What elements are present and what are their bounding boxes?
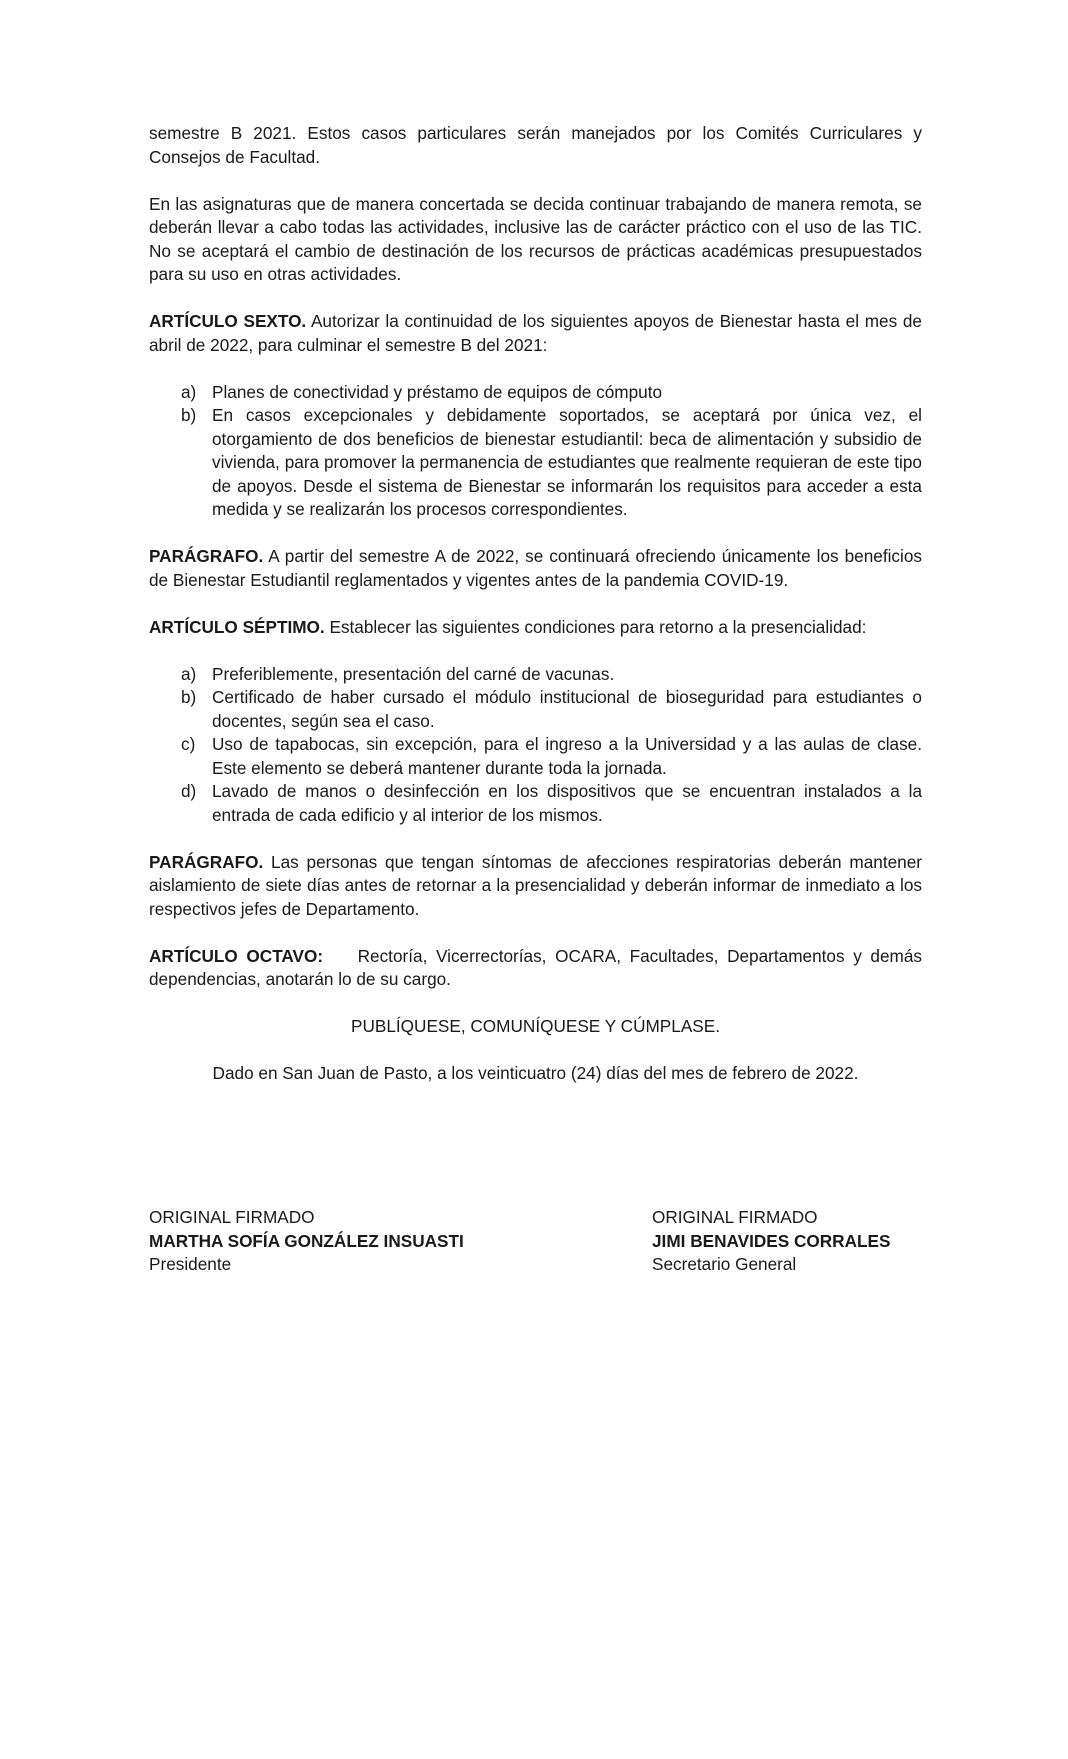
articulo-sexto-heading: ARTÍCULO SEXTO. xyxy=(149,311,307,331)
articulo-septimo xyxy=(149,616,922,640)
dado-en-line: Dado en San Juan de Pasto, a los veinticuatro (24) días del mes de febrero de 2022. xyxy=(212,1063,859,1083)
articulo-septimo-list xyxy=(149,663,922,828)
articulo-octavo xyxy=(149,945,927,992)
paragraph-asignaturas-remotas: En las asignaturas que de manera concertada se decida continuar trabajando de manera remota, se deberán llevar a cabo todas las actividades, inclusive las de carácter práctico con el uso de las TIC. No se aceptará el cambio de destinación de los recursos de prácticas académicas presupuestados para su uso en otras actividades. xyxy=(149,193,922,284)
list-marker: c) xyxy=(181,734,196,754)
paragrafo-heading: PARÁGRAFO. xyxy=(149,546,264,566)
signatory-role: Presidente xyxy=(149,1254,232,1274)
paragrafo-sintomas xyxy=(149,851,922,922)
list-item xyxy=(149,780,922,827)
list-marker: d) xyxy=(181,781,197,801)
list-item-text: Uso de tapabocas, sin excepción, para el ingreso a la Universidad y a las aulas de clase. Este elemento se deberá mantener durante toda la jornada. xyxy=(212,734,922,778)
articulo-sexto xyxy=(149,310,922,357)
signature-right xyxy=(652,1206,890,1277)
signature-status: ORIGINAL FIRMADO xyxy=(149,1207,315,1227)
publiquese-line: PUBLÍQUESE, COMUNÍQUESE Y CÚMPLASE. xyxy=(351,1016,720,1036)
document-body xyxy=(149,122,927,1109)
list-item xyxy=(149,663,922,687)
signatory-name: JIMI BENAVIDES CORRALES xyxy=(652,1230,891,1251)
list-marker: a) xyxy=(181,663,197,684)
list-item xyxy=(149,381,922,405)
signature-left xyxy=(149,1206,464,1277)
list-item-text: Planes de conectividad y préstamo de equipos de cómputo xyxy=(212,381,663,402)
list-item-text: Preferiblemente, presentación del carné de vacunas. xyxy=(212,663,615,684)
list-marker: b) xyxy=(181,405,197,425)
list-item-text: En casos excepcionales y debidamente soportados, se aceptará por única vez, el otorgamiento de dos beneficios de bienestar estudiantil: beca de alimentación y subsidio de vivienda, para promover la permanencia de estudiantes que realmente requieran de este tipo de apoyos. Desde el sistema de Bienestar se informarán los requisitos para acceder a esta medida y se realizarán los procesos correspondientes. xyxy=(212,405,922,519)
list-item-text: Lavado de manos o desinfección en los dispositivos que se encuentran instalados a la entrada de cada edificio y al interior de los mismos. xyxy=(212,781,922,825)
signature-status: ORIGINAL FIRMADO xyxy=(652,1207,818,1227)
articulo-octavo-heading: ARTÍCULO OCTAVO: xyxy=(149,945,324,966)
list-item xyxy=(149,404,922,522)
articulo-octavo-text: Rectoría, Vicerrectorías, OCARA, Facultades, Departamentos y demás dependencias, anotarán lo de su cargo. xyxy=(149,945,927,989)
articulo-septimo-text: Establecer las siguientes condiciones para retorno a la presencialidad: xyxy=(324,616,867,637)
list-marker: b) xyxy=(181,687,197,707)
articulo-sexto-text: Autorizar la continuidad de los siguientes apoyos de Bienestar hasta el mes de abril de 2022, para culminar el semestre B del 2021: xyxy=(149,311,922,355)
paragrafo-heading: PARÁGRAFO. xyxy=(149,851,264,872)
paragraph-semestre: semestre B 2021. Estos casos particulares serán manejados por los Comités Curriculares y Consejos de Facultad. xyxy=(149,123,922,167)
signatory-name: MARTHA SOFÍA GONZÁLEZ INSUASTI xyxy=(149,1230,464,1251)
list-marker: a) xyxy=(181,381,197,402)
articulo-sexto-list xyxy=(149,381,922,522)
paragrafo-text: A partir del semestre A de 2022, se continuará ofreciendo únicamente los beneficios de Bienestar Estudiantil reglamentados y vigentes antes de la pandemia COVID-19. xyxy=(149,546,922,590)
list-item xyxy=(149,686,922,733)
signatory-role: Secretario General xyxy=(652,1254,797,1274)
list-item-text: Certificado de haber cursado el módulo institucional de bioseguridad para estudiantes o docentes, según sea el caso. xyxy=(212,687,922,731)
list-item xyxy=(149,733,922,780)
articulo-septimo-heading: ARTÍCULO SÉPTIMO. xyxy=(149,616,325,637)
paragrafo-bienestar xyxy=(149,545,922,592)
paragrafo-text: Las personas que tengan síntomas de afecciones respiratorias deberán mantener aislamiento de siete días antes de retornar a la presencialidad y deberán informar de inmediato a los respectivos jefes de Departamento. xyxy=(149,851,922,919)
